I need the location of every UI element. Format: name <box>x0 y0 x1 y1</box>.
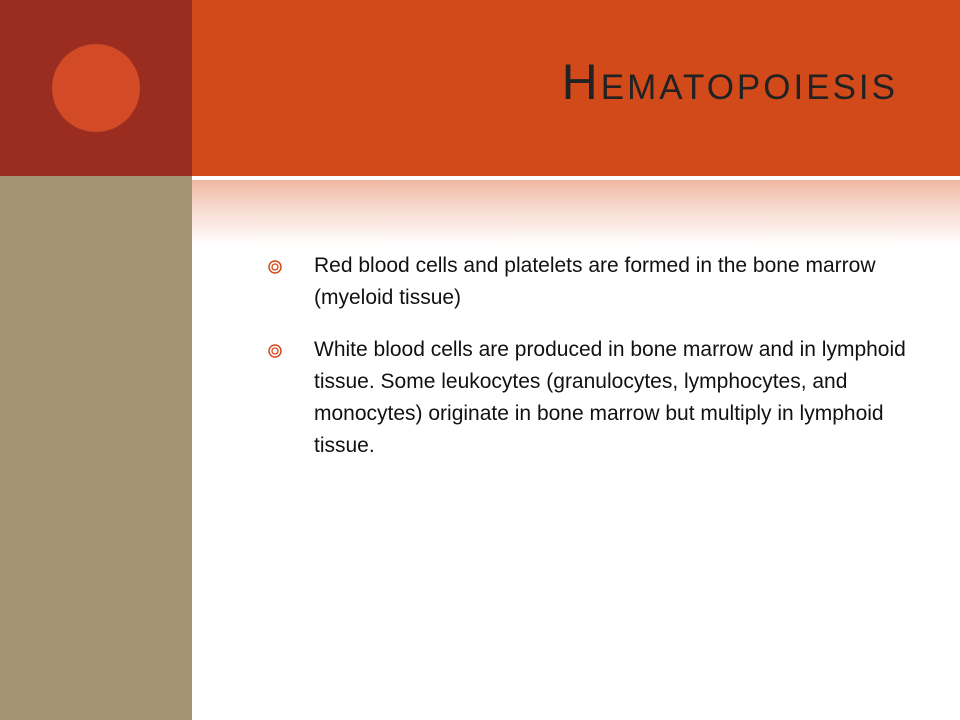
bullet-list <box>268 250 908 482</box>
gradient-band <box>192 180 960 246</box>
concentric-circle-bullet-icon <box>268 344 282 358</box>
bullet-item <box>268 250 908 314</box>
title-bar <box>192 0 960 176</box>
concentric-circle-bullet-icon <box>268 260 282 274</box>
bullet-item <box>268 334 908 462</box>
sidebar-bottom-panel <box>0 176 192 720</box>
bullet-text: White blood cells are produced in bone marrow and in lymphoid tissue. Some leukocytes (granulocytes, lymphocytes, and monocytes) originate in bone marrow but multiply in lymphoid tissue. <box>314 338 906 457</box>
slide-title: Hematopoiesis <box>561 54 898 110</box>
bullet-text: Red blood cells and platelets are formed in the bone marrow (myeloid tissue) <box>314 254 876 309</box>
decorative-circle <box>52 44 140 132</box>
